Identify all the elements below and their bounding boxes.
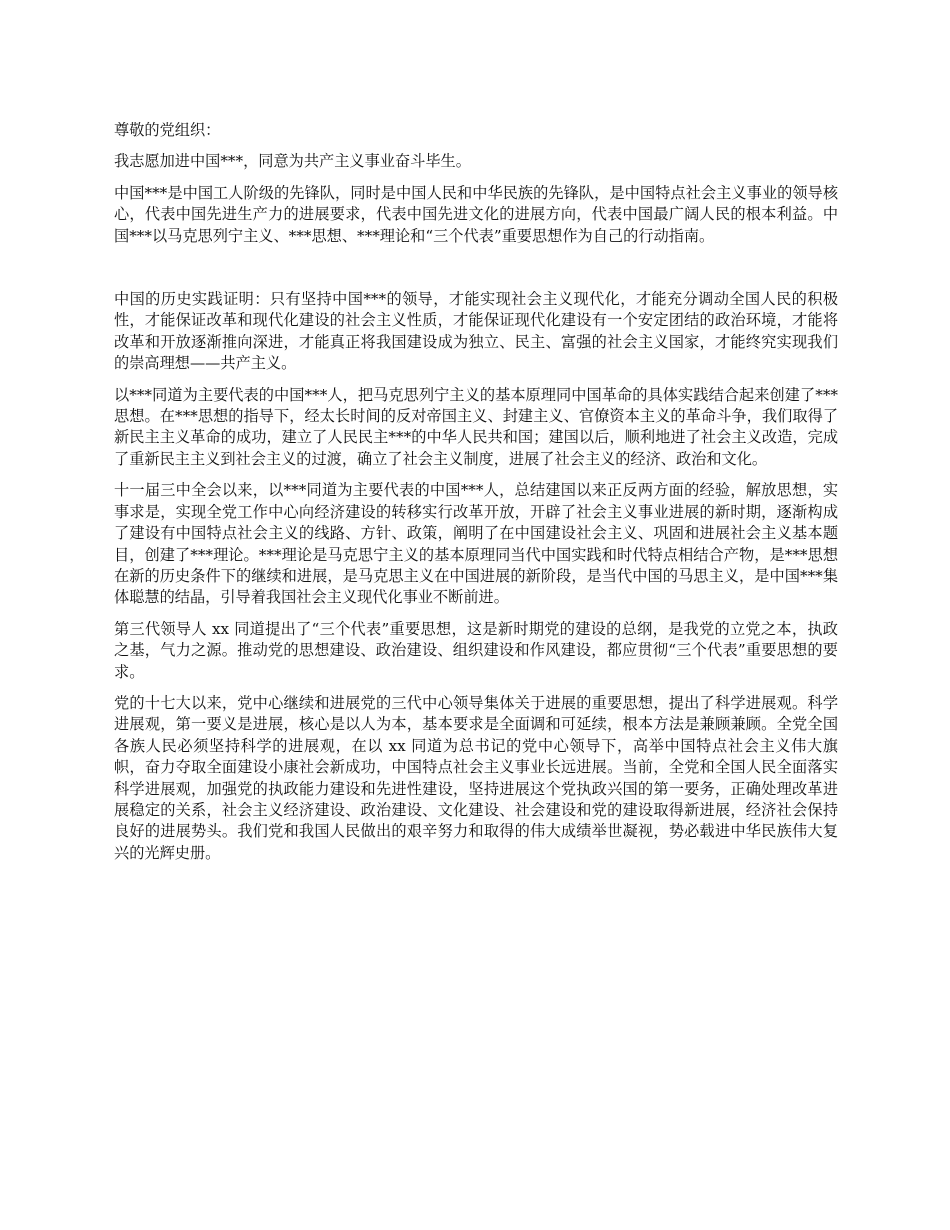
salutation: 尊敬的党组织： (114, 121, 221, 139)
paragraph-intent: 我志愿加进中国***，同意为共产主义事业奋斗毕生。 (114, 152, 471, 171)
paragraph-party-nature: 中国***是中国工人阶级的先锋队，同时是中国人民和中华民族的先锋队，是中国特点社会主义事业的领导核心，代表中国先进生产力的进展要求，代表中国先进文化的进展方向，代表中国最广阔人民的根本利益。中国***以马克思列宁主义、***思想、***理论和“三个代表”重要思想作为自己的行动指南。 (114, 183, 838, 245)
paragraph-scientific-development: 党的十七大以来，党中心继续和进展党的三代中心领导集体关于进展的重要思想，提出了科学进展观。科学进展观，第一要义是进展，核心是以人为本，基本要求是全面调和可延续，根本方法是兼顾兼顾。全党全国各族人民必须坚持科学的进展观，在以 xx 同道为总书记的党中心领导下，高举中国特点社会主义伟大旗帜，奋力夺取全面建设小康社会新成功，中国特点社会主义事业长远进展。当前，全党和全国人民全面落实科学进展观，加强党的执政能力建设和先进性建设，坚持进展这个党执政兴国的第一要务，正确处理改革进展稳定的关系，社会主义经济建设、政治建设、文化建设、社会建设和党的建设取得新进展，经济社会保持良好的进展势头。我们党和我国人民做出的艰辛努力和取得的伟大成绩举世凝视，势必载进中华民族伟大复兴的光辉史册。 (114, 693, 838, 862)
paragraph-reform: 十一届三中全会以来，以***同道为主要代表的中国***人，总结建国以来正反两方面的经验，解放思想，实事求是，实现全党工作中心向经济建设的转移实行改革开放，开辟了社会主义事业进展的新时期，逐渐构成了建设有中国特点社会主义的线路、方针、政策，阐明了在中国建设社会主义、巩固和进展社会主义基本题目，创建了***理论。***理论是马克思宁主义的基本原理同当代中国实践和时代特点相结合产物，是***思想在新的历史条件下的继续和进展，是马克思主义在中国进展的新阶段，是当代中国的马思主义，是中国***集体聪慧的结晶，引导着我国社会主义现代化事业不断前进。 (114, 481, 838, 607)
paragraph-gap (114, 257, 838, 289)
document-body (114, 120, 838, 874)
paragraph-thought: 以***同道为主要代表的中国***人，把马克思列宁主义的基本原理同中国革命的具体实践结合起来创建了***思想。在***思想的指导下，经太长时间的反对帝国主义、封建主义、官僚资本主义的革命斗争，我们取得了新民主主义革命的成功，建立了人民民主***的中华人民共和国；建国以后，顺利地进了社会主义改造，完成了重新民主主义到社会主义的过渡，确立了社会主义制度，进展了社会主义的经济、政治和文化。 (114, 385, 838, 468)
paragraph-history: 中国的历史实践证明：只有坚持中国***的领导，才能实现社会主义现代化，才能充分调动全国人民的积极性，才能保证改革和现代化建设的社会主义性质，才能保证现代化建设有一个安定团结的政治环境，才能将改革和开放逐渐推向深进，才能真正将我国建设成为独立、民主、富强的社会主义国家，才能终究实现我们的崇高理想——共产主义。 (114, 290, 838, 373)
paragraph-three-represents: 第三代领导人 xx 同道提出了“三个代表”重要思想，这是新时期党的建设的总纲，是我党的立党之本，执政之基，气力之源。推动党的思想建设、政治建设、组织建设和作风建设，都应贯彻“三个代表”重要思想的要求。 (114, 619, 838, 681)
